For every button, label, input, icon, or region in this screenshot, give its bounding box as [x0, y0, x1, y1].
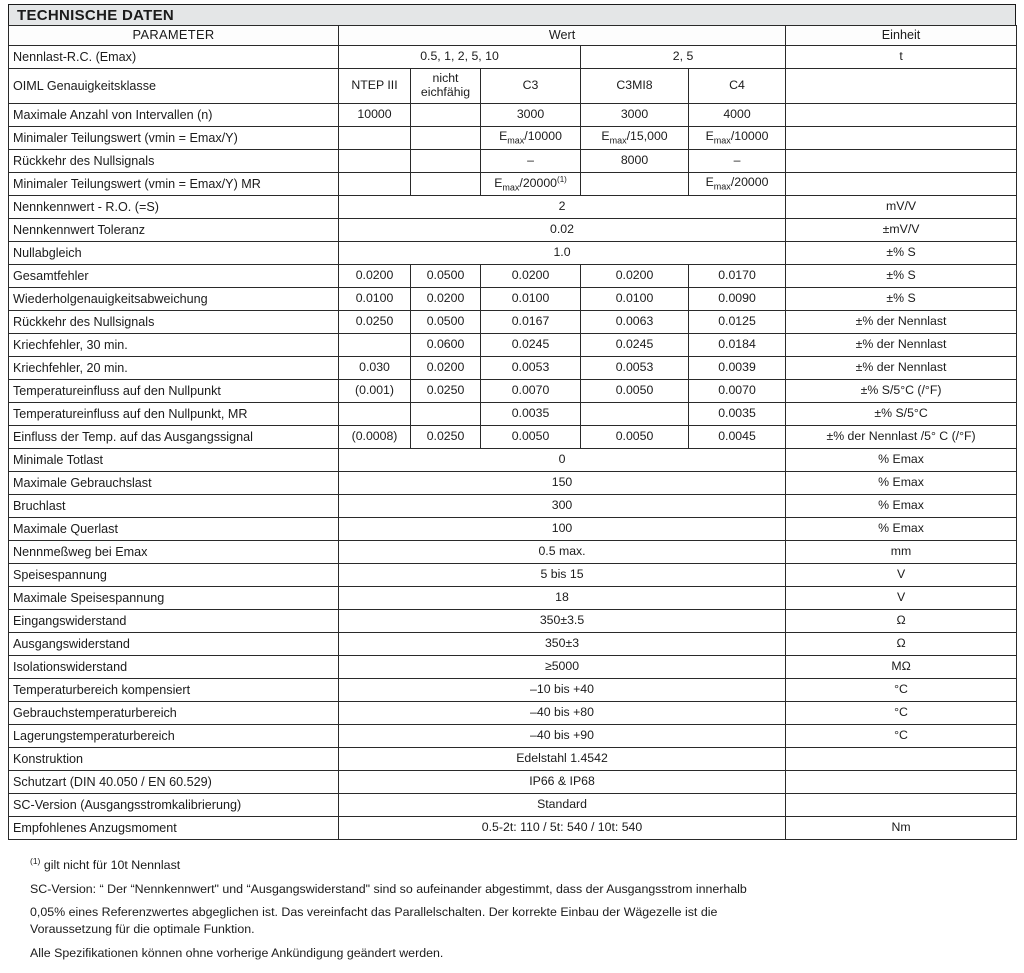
- row-unit: °C: [786, 679, 1017, 702]
- row-value-v4: 0.0050: [581, 426, 689, 449]
- row-value: 300: [339, 495, 786, 518]
- row-parameter-label: Nullabgleich: [9, 242, 339, 265]
- row-value-v3: 0.0167: [481, 311, 581, 334]
- row-parameter-label: Maximale Querlast: [9, 518, 339, 541]
- row-value: 2: [339, 196, 786, 219]
- row-parameter-label: Ausgangswiderstand: [9, 633, 339, 656]
- table-row: [9, 196, 1017, 219]
- row-value-v2: 0.0500: [411, 265, 481, 288]
- row-value-v1: 0.0250: [339, 311, 411, 334]
- row-value-v1: [339, 173, 411, 196]
- accuracy-class-nicht-line2: eichfähig: [420, 85, 471, 99]
- row-value: ≥5000: [339, 656, 786, 679]
- row-value-v2: 0.0200: [411, 357, 481, 380]
- row-value: 100: [339, 518, 786, 541]
- row-value-v1: 10000: [339, 104, 411, 127]
- row-parameter-label: Rückkehr des Nullsignals: [9, 150, 339, 173]
- row-value-v2: 0.0250: [411, 426, 481, 449]
- row-unit: t: [786, 46, 1017, 69]
- accuracy-class-c4: C4: [689, 69, 786, 104]
- row-value-v1: [339, 150, 411, 173]
- row-unit: ±% der Nennlast /5° C (/°F): [786, 426, 1017, 449]
- row-unit: °C: [786, 725, 1017, 748]
- row-parameter-label: Einfluss der Temp. auf das Ausgangssignal: [9, 426, 339, 449]
- row-value-v3: –: [481, 150, 581, 173]
- row-value-v5: $E_{max}/20000$: [689, 173, 786, 196]
- table-row: [9, 748, 1017, 771]
- accuracy-class-ntep: NTEP III: [339, 69, 411, 104]
- row-unit: ±mV/V: [786, 219, 1017, 242]
- row-value-v1: [339, 127, 411, 150]
- table-body: [9, 46, 1017, 840]
- row-value-v2: [411, 104, 481, 127]
- row-parameter-label: Lagerungstemperaturbereich: [9, 725, 339, 748]
- row-parameter-label: Gesamtfehler: [9, 265, 339, 288]
- row-unit: mm: [786, 541, 1017, 564]
- row-parameter-label: Schutzart (DIN 40.050 / EN 60.529): [9, 771, 339, 794]
- row-parameter-label: Eingangswiderstand: [9, 610, 339, 633]
- row-value-v3: 0.0200: [481, 265, 581, 288]
- page-title: TECHNISCHE DATEN: [8, 4, 1016, 25]
- table-row: [9, 702, 1017, 725]
- row-value-v5: 0.0170: [689, 265, 786, 288]
- footnote-text: gilt nicht für 10t Nennlast: [40, 858, 181, 873]
- footnote-marker: (1): [30, 856, 41, 866]
- row-parameter-label: Bruchlast: [9, 495, 339, 518]
- table-row: [9, 449, 1017, 472]
- row-value: 150: [339, 472, 786, 495]
- row-value-v1: [339, 334, 411, 357]
- row-value-v5: 0.0035: [689, 403, 786, 426]
- accuracy-class-c3: C3: [481, 69, 581, 104]
- row-parameter-label: Temperaturbereich kompensiert: [9, 679, 339, 702]
- row-unit: % Emax: [786, 449, 1017, 472]
- row-value: 350±3.5: [339, 610, 786, 633]
- row-value-v3: 0.0245: [481, 334, 581, 357]
- row-value-v2: 0.0250: [411, 380, 481, 403]
- row-parameter-label: Isolationswiderstand: [9, 656, 339, 679]
- row-value-v5: 0.0039: [689, 357, 786, 380]
- footnotes: [8, 856, 1016, 960]
- table-row: [9, 219, 1017, 242]
- column-header-einheit: Einheit: [786, 26, 1017, 46]
- row-unit: MΩ: [786, 656, 1017, 679]
- sc-version-note-line1: SC-Version: “ Der “Nennkennwert" und “Ausgangswiderstand" sind so aufeinander abgestimmt, dass der Ausgangsstrom innerhalb: [30, 881, 747, 896]
- row-parameter-label: Konstruktion: [9, 748, 339, 771]
- row-value-v1: (0.001): [339, 380, 411, 403]
- accuracy-class-nicht-line1: nicht: [432, 71, 459, 86]
- table-row: [9, 679, 1017, 702]
- row-unit: ±% S/5°C (/°F): [786, 380, 1017, 403]
- row-parameter-label: Wiederholgenauigkeitsabweichung: [9, 288, 339, 311]
- row-value-v5: 0.0090: [689, 288, 786, 311]
- table-row: [9, 311, 1017, 334]
- table-row: [9, 771, 1017, 794]
- table-row: [9, 656, 1017, 679]
- row-value-v2: 0.0200: [411, 288, 481, 311]
- row-value-v2: 0.0600: [411, 334, 481, 357]
- row-value-v5: –: [689, 150, 786, 173]
- row-value-v3: $E_{max}/10000$: [481, 127, 581, 150]
- row-unit: [786, 104, 1017, 127]
- row-value-v1: 0.0100: [339, 288, 411, 311]
- row-parameter-label: Maximale Anzahl von Intervallen (n): [9, 104, 339, 127]
- row-parameter-label: Nennmeßweg bei Emax: [9, 541, 339, 564]
- row-value: 0: [339, 449, 786, 472]
- row-value-v4: 3000: [581, 104, 689, 127]
- row-value-v2: [411, 150, 481, 173]
- row-unit: ±% S: [786, 288, 1017, 311]
- table-row: [9, 725, 1017, 748]
- table-row: [9, 610, 1017, 633]
- row-value-v2: [411, 403, 481, 426]
- row-value: –40 bis +90: [339, 725, 786, 748]
- row-parameter-label: SC-Version (Ausgangsstromkalibrierung): [9, 794, 339, 817]
- table-row: [9, 403, 1017, 426]
- table-header: [9, 26, 1017, 46]
- row-value: 0.5-2t: 110 / 5t: 540 / 10t: 540: [339, 817, 786, 840]
- row-unit: °C: [786, 702, 1017, 725]
- row-parameter-label: Kriechfehler, 30 min.: [9, 334, 339, 357]
- row-unit: mV/V: [786, 196, 1017, 219]
- row-parameter-label: Maximale Speisespannung: [9, 587, 339, 610]
- row-parameter-label: Minimaler Teilungswert (vmin = Emax/Y) MR: [9, 173, 339, 196]
- row-value: 5 bis 15: [339, 564, 786, 587]
- row-unit: V: [786, 587, 1017, 610]
- row-unit: ±% S: [786, 265, 1017, 288]
- row-parameter-label: Maximale Gebrauchslast: [9, 472, 339, 495]
- table-row: [9, 426, 1017, 449]
- row-value-v1: [339, 403, 411, 426]
- row-unit: Ω: [786, 633, 1017, 656]
- row-value-v3: 0.0053: [481, 357, 581, 380]
- table-row: [9, 541, 1017, 564]
- row-value: IP66 & IP68: [339, 771, 786, 794]
- row-unit: % Emax: [786, 495, 1017, 518]
- row-value-right: 2, 5: [581, 46, 786, 69]
- table-row: [9, 334, 1017, 357]
- accuracy-class-c3mi8: C3MI8: [581, 69, 689, 104]
- table-row: [9, 817, 1017, 840]
- row-value-v3: 0.0100: [481, 288, 581, 311]
- row-value-v3: 0.0050: [481, 426, 581, 449]
- row-unit: ±% S: [786, 242, 1017, 265]
- row-parameter-label: Minimale Totlast: [9, 449, 339, 472]
- row-value-v4: 0.0063: [581, 311, 689, 334]
- row-parameter-label: OIML Genauigkeitsklasse: [9, 69, 339, 104]
- row-parameter-label: Nennkennwert - R.O. (=S): [9, 196, 339, 219]
- row-unit: [786, 150, 1017, 173]
- table-row: [9, 564, 1017, 587]
- row-value-v3: $E_{max}/20000^{(1)}$: [481, 173, 581, 196]
- table-row: [9, 242, 1017, 265]
- table-row: [9, 288, 1017, 311]
- table-row: [9, 357, 1017, 380]
- table-row: [9, 633, 1017, 656]
- row-value-v4: 0.0050: [581, 380, 689, 403]
- table-row: [9, 150, 1017, 173]
- technical-data-table: [8, 25, 1017, 840]
- row-parameter-label: Minimaler Teilungswert (vmin = Emax/Y): [9, 127, 339, 150]
- row-value-v4: $E_{max}/15,000$: [581, 127, 689, 150]
- row-value-v3: 0.0035: [481, 403, 581, 426]
- table-row: [9, 380, 1017, 403]
- row-unit: V: [786, 564, 1017, 587]
- footnote-line: [30, 856, 1016, 873]
- row-unit: % Emax: [786, 472, 1017, 495]
- row-parameter-label: Rückkehr des Nullsignals: [9, 311, 339, 334]
- row-value-v5: $E_{max}/10000$: [689, 127, 786, 150]
- row-value: 18: [339, 587, 786, 610]
- row-value-v2: [411, 127, 481, 150]
- table-row: [9, 46, 1017, 69]
- table-row: [9, 265, 1017, 288]
- row-value-v2: 0.0500: [411, 311, 481, 334]
- table-row: [9, 518, 1017, 541]
- row-value-v5: 0.0070: [689, 380, 786, 403]
- row-value: 1.0: [339, 242, 786, 265]
- row-value: Standard: [339, 794, 786, 817]
- row-value-v1: (0.0008): [339, 426, 411, 449]
- table-row: [9, 495, 1017, 518]
- row-unit: Ω: [786, 610, 1017, 633]
- row-value-v4: 0.0053: [581, 357, 689, 380]
- row-unit: [786, 127, 1017, 150]
- table-row: [9, 127, 1017, 150]
- row-value-v4: 0.0200: [581, 265, 689, 288]
- row-unit: % Emax: [786, 518, 1017, 541]
- row-value-v5: 4000: [689, 104, 786, 127]
- table-row: [9, 104, 1017, 127]
- table-row: [9, 587, 1017, 610]
- row-value: –40 bis +80: [339, 702, 786, 725]
- row-value-v5: 0.0125: [689, 311, 786, 334]
- row-value-v3: 3000: [481, 104, 581, 127]
- disclaimer-note: Alle Spezifikationen können ohne vorherige Ankündigung geändert werden.: [30, 945, 444, 960]
- row-value-v4: [581, 173, 689, 196]
- accuracy-class-nicht: [411, 69, 481, 104]
- table-row: [9, 69, 1017, 104]
- row-value: Edelstahl 1.4542: [339, 748, 786, 771]
- sc-version-note-line2: 0,05% eines Referenzwertes abgeglichen ist. Das vereinfacht das Parallelschalten. Der korrekte Einbau der Wägezelle ist die: [30, 905, 718, 920]
- row-unit: ±% der Nennlast: [786, 311, 1017, 334]
- row-unit: ±% der Nennlast: [786, 334, 1017, 357]
- row-value-v5: 0.0045: [689, 426, 786, 449]
- row-value-v5: 0.0184: [689, 334, 786, 357]
- column-header-parameter: PARAMETER: [9, 26, 339, 46]
- column-header-wert: Wert: [339, 26, 786, 46]
- row-value-v4: 0.0245: [581, 334, 689, 357]
- table-row: [9, 794, 1017, 817]
- row-value-v4: 0.0100: [581, 288, 689, 311]
- row-unit: [786, 69, 1017, 104]
- row-value-v4: 8000: [581, 150, 689, 173]
- row-parameter-label: Kriechfehler, 20 min.: [9, 357, 339, 380]
- row-unit: [786, 794, 1017, 817]
- row-unit: Nm: [786, 817, 1017, 840]
- row-value-v1: 0.0200: [339, 265, 411, 288]
- row-value-v1: 0.030: [339, 357, 411, 380]
- row-parameter-label: Temperatureinfluss auf den Nullpunkt, MR: [9, 403, 339, 426]
- row-value: 0.02: [339, 219, 786, 242]
- row-parameter-label: Empfohlenes Anzugsmoment: [9, 817, 339, 840]
- row-value-v4: [581, 403, 689, 426]
- row-parameter-label: Nennlast-R.C. (Emax): [9, 46, 339, 69]
- row-value: –10 bis +40: [339, 679, 786, 702]
- row-parameter-label: Nennkennwert Toleranz: [9, 219, 339, 242]
- row-value-left: 0.5, 1, 2, 5, 10: [339, 46, 581, 69]
- row-parameter-label: Gebrauchstemperaturbereich: [9, 702, 339, 725]
- row-unit: [786, 771, 1017, 794]
- row-unit: ±% der Nennlast: [786, 357, 1017, 380]
- table-row: [9, 173, 1017, 196]
- row-value: 0.5 max.: [339, 541, 786, 564]
- row-value-v3: 0.0070: [481, 380, 581, 403]
- row-unit: [786, 173, 1017, 196]
- row-value: 350±3: [339, 633, 786, 656]
- header-row: [9, 26, 1017, 46]
- sc-version-note-line3: Voraussetzung für die optimale Funktion.: [30, 922, 255, 936]
- row-value-v2: [411, 173, 481, 196]
- row-parameter-label: Temperatureinfluss auf den Nullpunkt: [9, 380, 339, 403]
- table-row: [9, 472, 1017, 495]
- row-unit: [786, 748, 1017, 771]
- row-parameter-label: Speisespannung: [9, 564, 339, 587]
- row-unit: ±% S/5°C: [786, 403, 1017, 426]
